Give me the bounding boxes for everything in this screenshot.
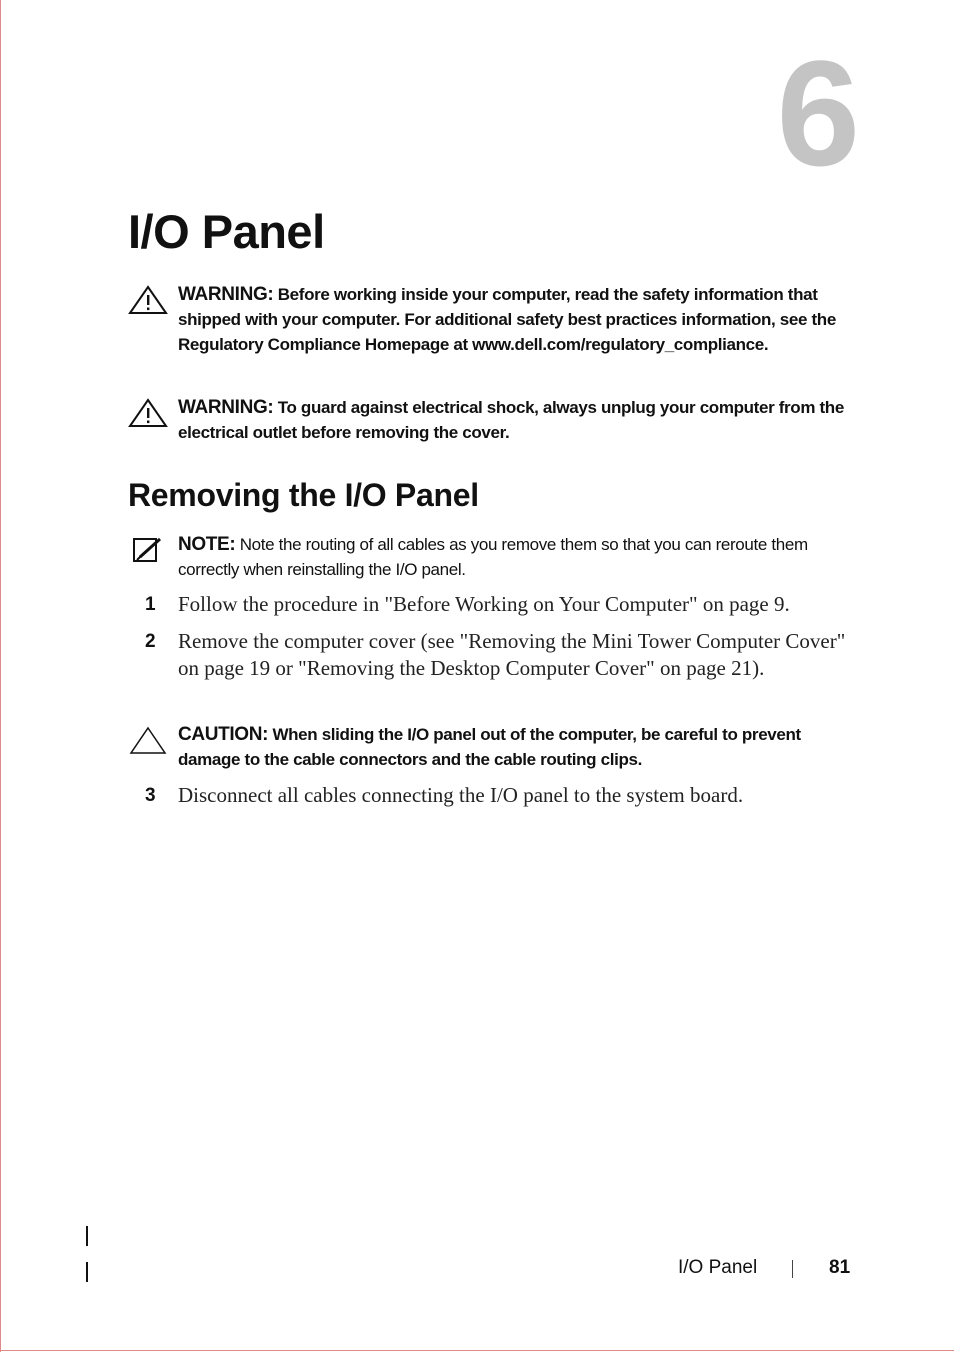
warning-triangle-icon: [128, 285, 168, 315]
caution-label: CAUTION:: [178, 724, 269, 745]
step-2: [128, 628, 848, 682]
page-edge-left: [0, 0, 1, 1352]
step-1: [128, 591, 848, 618]
note-body: Note the routing of all cables as you remove them so that you can reroute them correctly when reinstalling the I/O panel.: [178, 535, 808, 579]
page-edge-bottom: [0, 1350, 954, 1351]
footer-bar-top: [86, 1226, 88, 1246]
section-title: Removing the I/O Panel: [128, 477, 479, 513]
caution-triangle-icon: [128, 725, 168, 755]
step-text: Remove the computer cover (see "Removing the Mini Tower Computer Cover" on page 19 or "Removing the Desktop Computer Cover" on page 21).: [178, 629, 846, 680]
warning-text-2: [178, 395, 858, 445]
warning-label: WARNING:: [178, 397, 274, 418]
footer-bar-bottom: [86, 1262, 88, 1282]
page-title: I/O Panel: [128, 205, 325, 258]
note-label: NOTE:: [178, 534, 236, 555]
warning-triangle-icon: [128, 398, 168, 428]
warning-notice-2: [128, 395, 858, 445]
pencil-note-icon: [128, 535, 168, 565]
caution-body: When sliding the I/O panel out of the computer, be careful to prevent damage to the cable connectors and the cable routing clips.: [178, 725, 801, 769]
caution-text: [178, 722, 858, 772]
step-number: 2: [145, 631, 156, 652]
note-text: [178, 532, 858, 582]
step-3: [128, 782, 848, 809]
page-number: 81: [829, 1257, 851, 1278]
caution-notice: [128, 722, 858, 772]
step-text: Disconnect all cables connecting the I/O panel to the system board.: [178, 783, 744, 807]
chapter-number: 6: [776, 29, 856, 197]
step-number: 3: [145, 785, 156, 806]
warning-notice-1: [128, 282, 858, 357]
step-text: Follow the procedure in "Before Working on Your Computer" on page 9.: [178, 592, 790, 616]
step-number: 1: [145, 594, 156, 615]
warning-body: Before working inside your computer, read the safety information that shipped with your computer. For additional safety best practices information, see the Regulatory Compliance Homepage at www.dell.com/regulatory_compliance.: [178, 285, 836, 354]
warning-text-1: [178, 282, 858, 357]
warning-label: WARNING:: [178, 284, 274, 305]
footer-separator: [792, 1260, 793, 1278]
warning-body: To guard against electrical shock, always unplug your computer from the electrical outlet before removing the cover.: [178, 398, 844, 442]
note-notice: [128, 532, 858, 582]
footer-section-name: I/O Panel: [678, 1257, 758, 1278]
